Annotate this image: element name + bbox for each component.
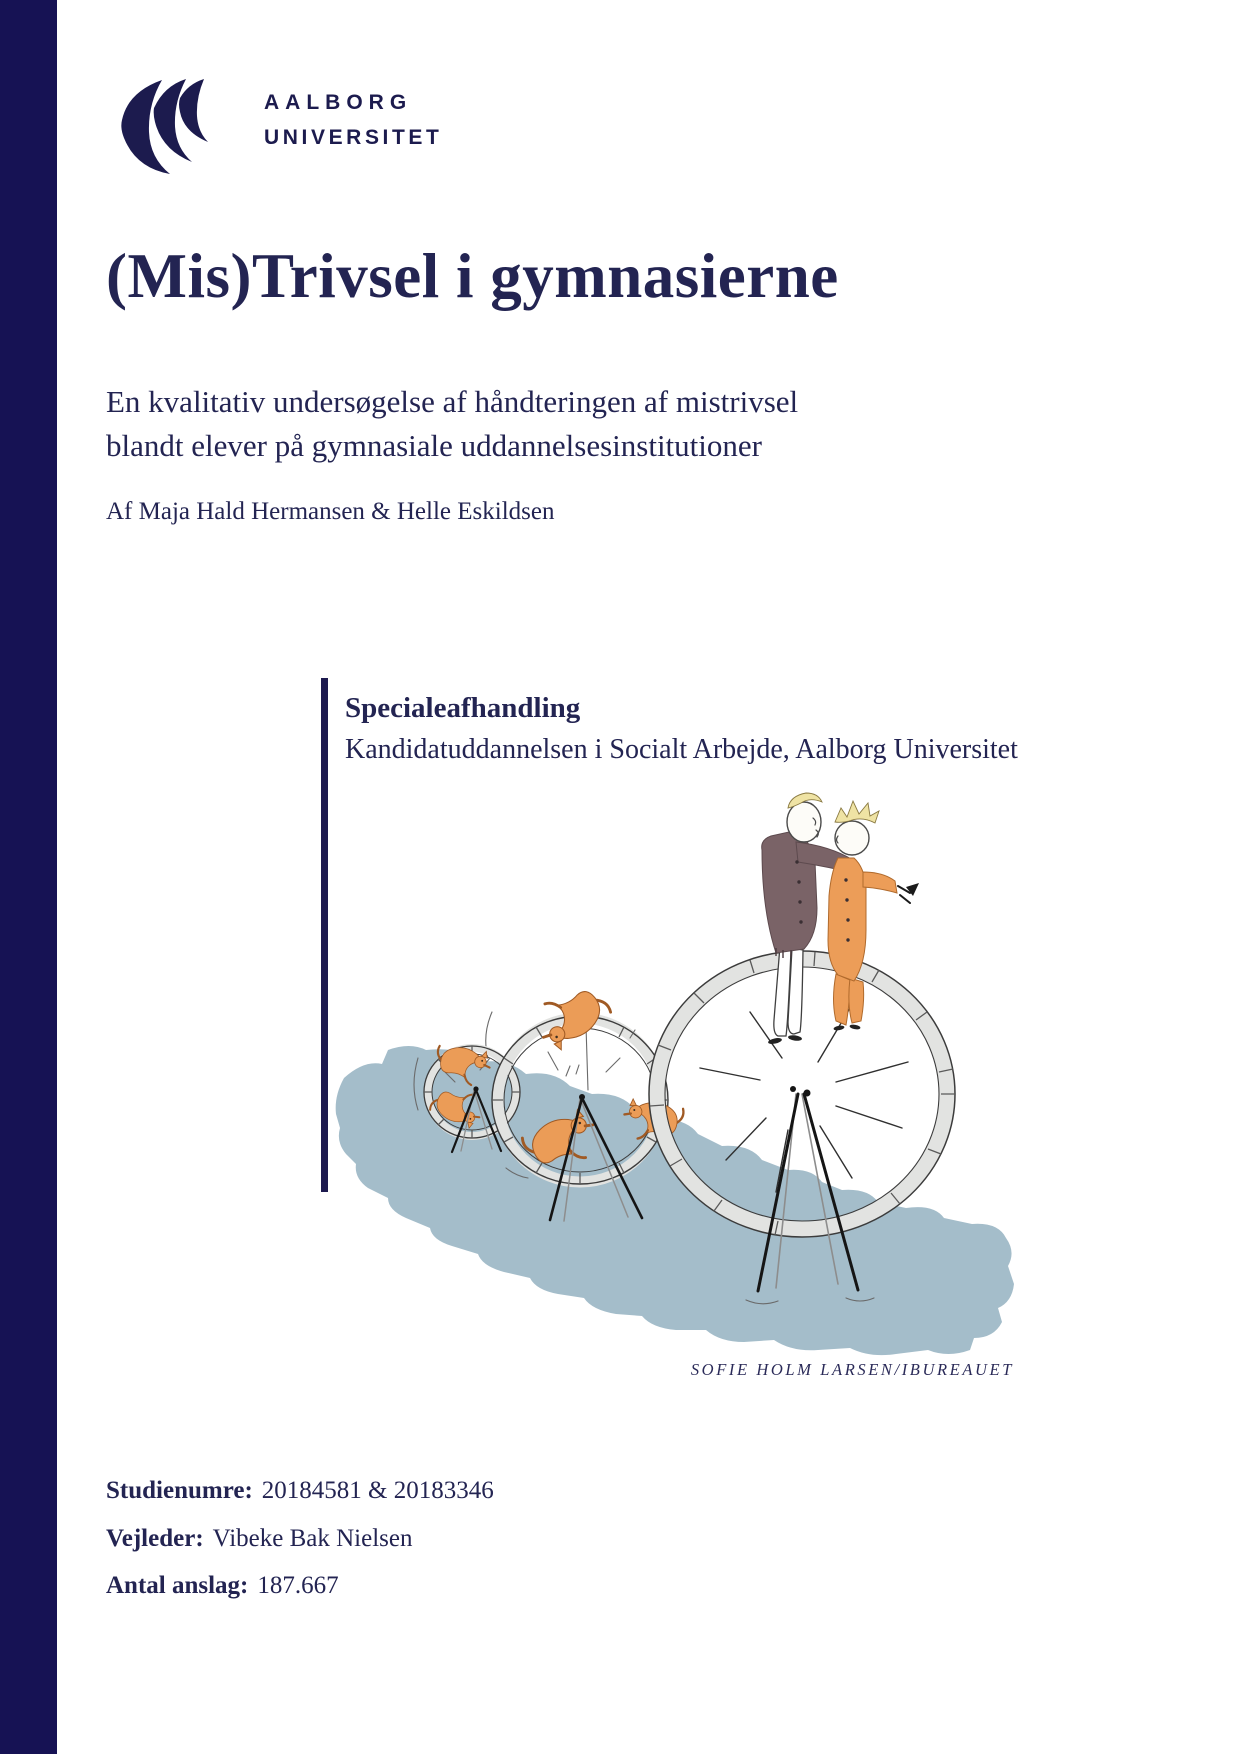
detail-value: 187.667 <box>257 1572 339 1599</box>
detail-value: Vibeke Bak Nielsen <box>212 1525 413 1552</box>
vertical-accent-bar <box>321 678 328 1192</box>
thesis-subheading: Kandidatuddannelsen i Socialt Arbejde, Aalborg Universitet <box>345 734 1018 765</box>
logo-wordmark-line2: UNIVERSITET <box>264 126 443 149</box>
detail-value: 20184581 & 20183346 <box>261 1477 494 1504</box>
detail-row-studienumre <box>106 1477 494 1505</box>
page-title: (Mis)Trivsel i gymnasierne <box>106 241 839 311</box>
detail-row-vejleder <box>106 1525 413 1553</box>
logo-wordmark-line1: AALBORG <box>264 91 413 114</box>
aalborg-logo-mark <box>112 76 208 178</box>
hamster-wheel-illustration <box>330 690 1020 1362</box>
subtitle-line-2: blandt elever på gymnasiale uddannelsesinstitutioner <box>106 428 762 463</box>
page-subtitle <box>106 380 798 468</box>
shadow-blob <box>336 1046 1014 1355</box>
detail-label: Studienumre: <box>106 1477 253 1504</box>
detail-label: Antal anslag: <box>106 1572 249 1599</box>
thesis-heading: Specialeafhandling <box>345 692 581 724</box>
person-right-head <box>835 821 869 855</box>
detail-row-antal-anslag <box>106 1572 339 1600</box>
subtitle-line-1: En kvalitativ undersøgelse af håndteringen af mistrivsel <box>106 384 799 419</box>
person-right-arm <box>863 872 897 893</box>
detail-label: Vejleder: <box>106 1525 204 1552</box>
person-left-shoe <box>768 1037 783 1045</box>
illustration-credit: SOFIE HOLM LARSEN/IBUREAUET <box>690 1360 1014 1379</box>
person-right-leg <box>834 974 851 1025</box>
wheel-hub <box>790 1086 796 1092</box>
accent-side-strip <box>0 0 57 1754</box>
author-byline: Af Maja Hald Hermansen & Helle Eskildsen <box>106 498 555 525</box>
person-right-hair <box>835 801 879 823</box>
